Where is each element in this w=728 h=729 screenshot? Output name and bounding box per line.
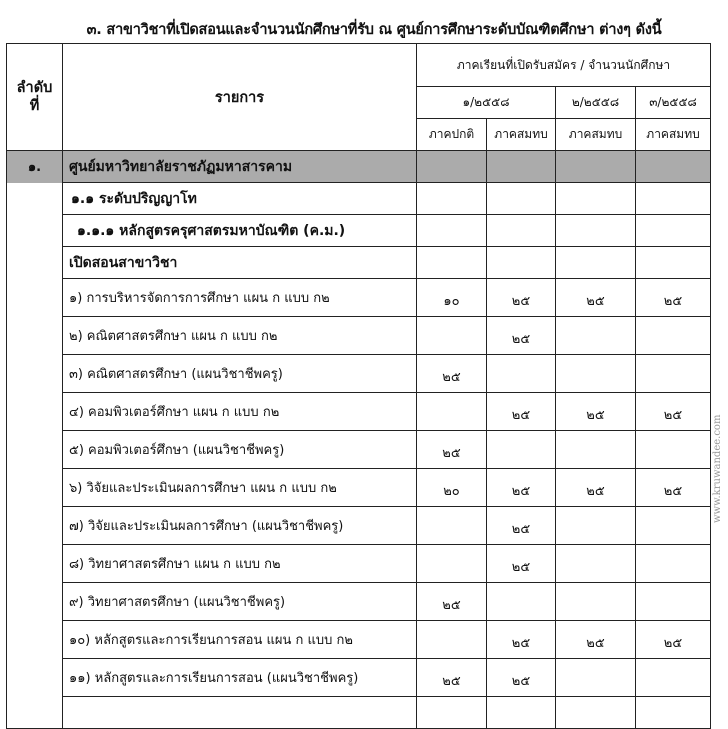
value-cell: ๒๕ — [487, 317, 556, 355]
row-number — [7, 507, 63, 545]
value-cell: ๒๕ — [487, 507, 556, 545]
value-cell — [556, 697, 636, 729]
value-cell: ๒๕ — [556, 621, 636, 659]
value-cell — [487, 183, 556, 215]
value-cell: ๒๕ — [556, 393, 636, 431]
value-cell — [417, 247, 487, 279]
row-label: ศูนย์มหาวิทยาลัยราชภัฏมหาสารคาม — [63, 151, 417, 183]
value-cell — [417, 151, 487, 183]
value-cell — [487, 697, 556, 729]
row-number — [7, 393, 63, 431]
value-cell — [487, 431, 556, 469]
value-cell: ๒๕ — [636, 469, 711, 507]
value-cell — [556, 355, 636, 393]
row-number — [7, 697, 63, 729]
header-type: ภาคสมทบ — [487, 119, 556, 151]
row-number — [7, 183, 63, 215]
row-label: ๑๐) หลักสูตรและการเรียนการสอน แผน ก แบบ ก๒ — [63, 621, 417, 659]
table-row — [7, 507, 711, 545]
value-cell — [417, 215, 487, 247]
value-cell — [636, 183, 711, 215]
value-cell — [556, 545, 636, 583]
header-semester-1: ๑/๒๕๕๘ — [417, 87, 556, 119]
row-label: ๔) คอมพิวเตอร์ศึกษา แผน ก แบบ ก๒ — [63, 393, 417, 431]
header-type: ภาคสมทบ — [556, 119, 636, 151]
row-number — [7, 431, 63, 469]
row-number — [7, 583, 63, 621]
row-label: ๖) วิจัยและประเมินผลการศึกษา แผน ก แบบ ก๒ — [63, 469, 417, 507]
row-number — [7, 247, 63, 279]
row-label: ๑๑) หลักสูตรและการเรียนการสอน (แผนวิชาชีพครู) — [63, 659, 417, 697]
value-cell: ๒๕ — [417, 355, 487, 393]
row-number — [7, 279, 63, 317]
row-number — [7, 469, 63, 507]
value-cell — [556, 183, 636, 215]
value-cell — [636, 247, 711, 279]
value-cell — [636, 215, 711, 247]
row-number — [7, 317, 63, 355]
watermark: www.kruwandee.com — [712, 414, 723, 524]
table-row — [7, 583, 711, 621]
value-cell — [487, 355, 556, 393]
row-label: ๙) วิทยาศาสตรศึกษา (แผนวิชาชีพครู) — [63, 583, 417, 621]
value-cell: ๒๐ — [417, 469, 487, 507]
value-cell: ๒๕ — [487, 659, 556, 697]
value-cell — [417, 697, 487, 729]
value-cell — [556, 659, 636, 697]
table-row — [7, 215, 711, 247]
table-row — [7, 431, 711, 469]
table-row — [7, 393, 711, 431]
header-semester-3: ๓/๒๕๕๘ — [636, 87, 711, 119]
value-cell — [556, 215, 636, 247]
value-cell — [636, 659, 711, 697]
value-cell — [417, 545, 487, 583]
header-order: ลำดับ ที่ — [7, 44, 63, 151]
enrollment-table — [6, 43, 711, 729]
value-cell — [487, 247, 556, 279]
row-label: ๑) การบริหารจัดการการศึกษา แผน ก แบบ ก๒ — [63, 279, 417, 317]
table-row — [7, 279, 711, 317]
header-type: ภาคปกติ — [417, 119, 487, 151]
value-cell: ๒๕ — [487, 621, 556, 659]
value-cell — [556, 583, 636, 621]
value-cell: ๒๕ — [487, 545, 556, 583]
row-label: ๘) วิทยาศาสตรศึกษา แผน ก แบบ ก๒ — [63, 545, 417, 583]
value-cell: ๒๕ — [636, 393, 711, 431]
page-title: ๓. สาขาวิชาที่เปิดสอนและจำนวนนักศึกษาที่รับ ณ ศูนย์การศึกษาระดับบัณฑิตศึกษา ต่างๆ ดังนี้ — [86, 22, 662, 38]
value-cell — [636, 697, 711, 729]
row-label: ๕) คอมพิวเตอร์ศึกษา (แผนวิชาชีพครู) — [63, 431, 417, 469]
header-item: รายการ — [63, 44, 417, 151]
value-cell: ๒๕ — [487, 469, 556, 507]
value-cell — [636, 507, 711, 545]
value-cell: ๑๐ — [417, 279, 487, 317]
table-row — [7, 659, 711, 697]
value-cell — [487, 151, 556, 183]
value-cell — [417, 393, 487, 431]
row-label: ๒) คณิตศาสตรศึกษา แผน ก แบบ ก๒ — [63, 317, 417, 355]
table-row — [7, 247, 711, 279]
value-cell: ๒๕ — [487, 279, 556, 317]
table-row — [7, 469, 711, 507]
value-cell — [636, 583, 711, 621]
value-cell: ๒๕ — [417, 583, 487, 621]
table-row — [7, 355, 711, 393]
value-cell — [417, 183, 487, 215]
row-label: ๑.๑.๑ หลักสูตรครุศาสตรมหาบัณฑิต (ค.ม.) — [63, 215, 417, 247]
value-cell — [636, 317, 711, 355]
row-number — [7, 621, 63, 659]
value-cell: ๒๕ — [636, 279, 711, 317]
value-cell — [636, 431, 711, 469]
row-number — [7, 215, 63, 247]
row-label: ๓) คณิตศาสตรศึกษา (แผนวิชาชีพครู) — [63, 355, 417, 393]
value-cell — [556, 507, 636, 545]
value-cell — [636, 151, 711, 183]
table-row — [7, 183, 711, 215]
value-cell: ๒๕ — [636, 621, 711, 659]
value-cell — [487, 215, 556, 247]
value-cell — [417, 507, 487, 545]
row-label: ๗) วิจัยและประเมินผลการศึกษา (แผนวิชาชีพครู) — [63, 507, 417, 545]
row-number: ๑. — [7, 151, 63, 183]
table-row — [7, 151, 711, 183]
row-number — [7, 355, 63, 393]
table-row — [7, 317, 711, 355]
header-type: ภาคสมทบ — [636, 119, 711, 151]
value-cell — [417, 317, 487, 355]
header-semester-2: ๒/๒๕๕๘ — [556, 87, 636, 119]
header-semester-group: ภาคเรียนที่เปิดรับสมัคร / จำนวนนักศึกษา — [417, 44, 711, 87]
row-number — [7, 545, 63, 583]
table-row — [7, 697, 711, 729]
value-cell — [556, 151, 636, 183]
row-label: ๑.๑ ระดับปริญญาโท — [63, 183, 417, 215]
value-cell: ๒๕ — [487, 393, 556, 431]
value-cell — [487, 583, 556, 621]
value-cell — [556, 317, 636, 355]
value-cell — [556, 247, 636, 279]
table-row — [7, 545, 711, 583]
value-cell: ๒๕ — [417, 431, 487, 469]
value-cell — [636, 355, 711, 393]
row-label — [63, 697, 417, 729]
value-cell: ๒๕ — [556, 469, 636, 507]
row-label: เปิดสอนสาขาวิชา — [63, 247, 417, 279]
value-cell: ๒๕ — [556, 279, 636, 317]
value-cell — [556, 431, 636, 469]
value-cell — [636, 545, 711, 583]
value-cell: ๒๕ — [417, 659, 487, 697]
table-row — [7, 621, 711, 659]
value-cell — [417, 621, 487, 659]
row-number — [7, 659, 63, 697]
